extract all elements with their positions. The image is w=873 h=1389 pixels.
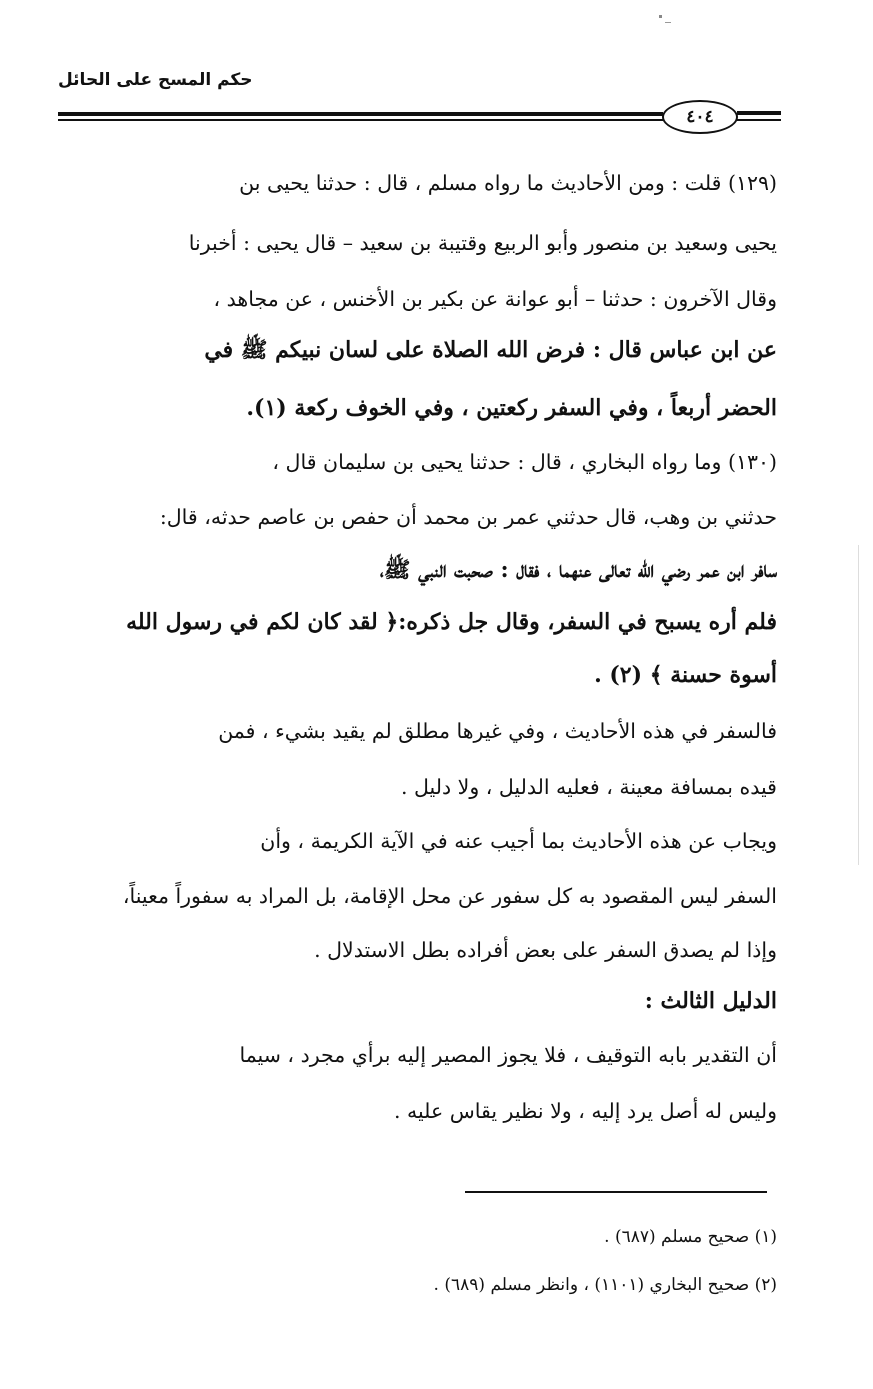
text-line: وإذا لم يصدق السفر على بعض أفراده بطل الاستدلال . xyxy=(314,938,777,962)
header-rule xyxy=(58,119,663,121)
header-rule xyxy=(737,119,781,121)
text-line: يحيى وسعيد بن منصور وأبو الربيع وقتيبة بن سعيد – قال يحيى : أخبرنا xyxy=(188,231,777,255)
text-line: ويجاب عن هذه الأحاديث بما أجيب عنه في الآية الكريمة ، وأن xyxy=(260,829,777,853)
header-rule xyxy=(58,112,663,116)
section-heading: الدليل الثالث : xyxy=(644,988,777,1014)
footnote: (٢) صحيح البخاري (١١٠١) ، وانظر مسلم (٦٨٩) . xyxy=(433,1275,777,1295)
text-line: فالسفر في هذه الأحاديث ، وفي غيرها مطلق لم يقيد بشيء ، فمن xyxy=(218,719,777,743)
footnote: (١) صحيح مسلم (٦٨٧) . xyxy=(604,1227,777,1247)
hadith-text-line: عن ابن عباس قال : فرض الله الصلاة على لسان نبيكم ﷺ في xyxy=(204,337,777,363)
text-line: (١٣٠) وما رواه البخاري ، قال : حدثنا يحيى بن سليمان قال ، xyxy=(272,450,777,474)
text-line: أن التقدير بابه التوقيف ، فلا يجوز المصير إليه برأي مجرد ، سيما xyxy=(239,1043,777,1067)
text-line: وقال الآخرون : حدثنا – أبو عوانة عن بكير بن الأخنس ، عن مجاهد ، xyxy=(213,287,777,311)
scan-speck xyxy=(665,22,671,23)
scan-speck xyxy=(659,15,662,18)
footnote-separator xyxy=(465,1191,767,1193)
hadith-text-line: فلم أره يسبح في السفر، وقال جل ذكره:﴿ لقد كان لكم في رسول الله xyxy=(126,609,777,635)
text-line: قيده بمسافة معينة ، فعليه الدليل ، ولا دليل . xyxy=(401,775,777,799)
running-title: حكم المسح على الحائل xyxy=(58,70,253,90)
text-line: وليس له أصل يرد إليه ، ولا نظير يقاس عليه . xyxy=(393,1099,777,1123)
hadith-text-line: الحضر أربعاً ، وفي السفر ركعتين ، وفي الخوف ركعة (١). xyxy=(246,395,777,421)
hadith-text-line: أسوة حسنة ﴾ (٢) . xyxy=(594,662,777,688)
text-line: السفر ليس المقصود به كل سفور عن محل الإقامة، بل المراد به سفوراً معيناً، xyxy=(122,884,777,908)
page-edge-shadow xyxy=(858,545,859,865)
text-line: (١٢٩) قلت : ومن الأحاديث ما رواه مسلم ، قال : حدثنا يحيى بن xyxy=(239,171,777,195)
text-line: حدثني بن وهب، قال حدثني عمر بن محمد أن حفص بن عاصم حدثه، قال: xyxy=(159,505,777,529)
header-rule xyxy=(737,111,781,115)
hadith-text-line: سافر ابن عمر رضي الله تعالى عنهما ، فقال : صحبت النبي ﷺ، xyxy=(379,557,777,583)
page-number: ٤٠٤ xyxy=(662,100,738,134)
